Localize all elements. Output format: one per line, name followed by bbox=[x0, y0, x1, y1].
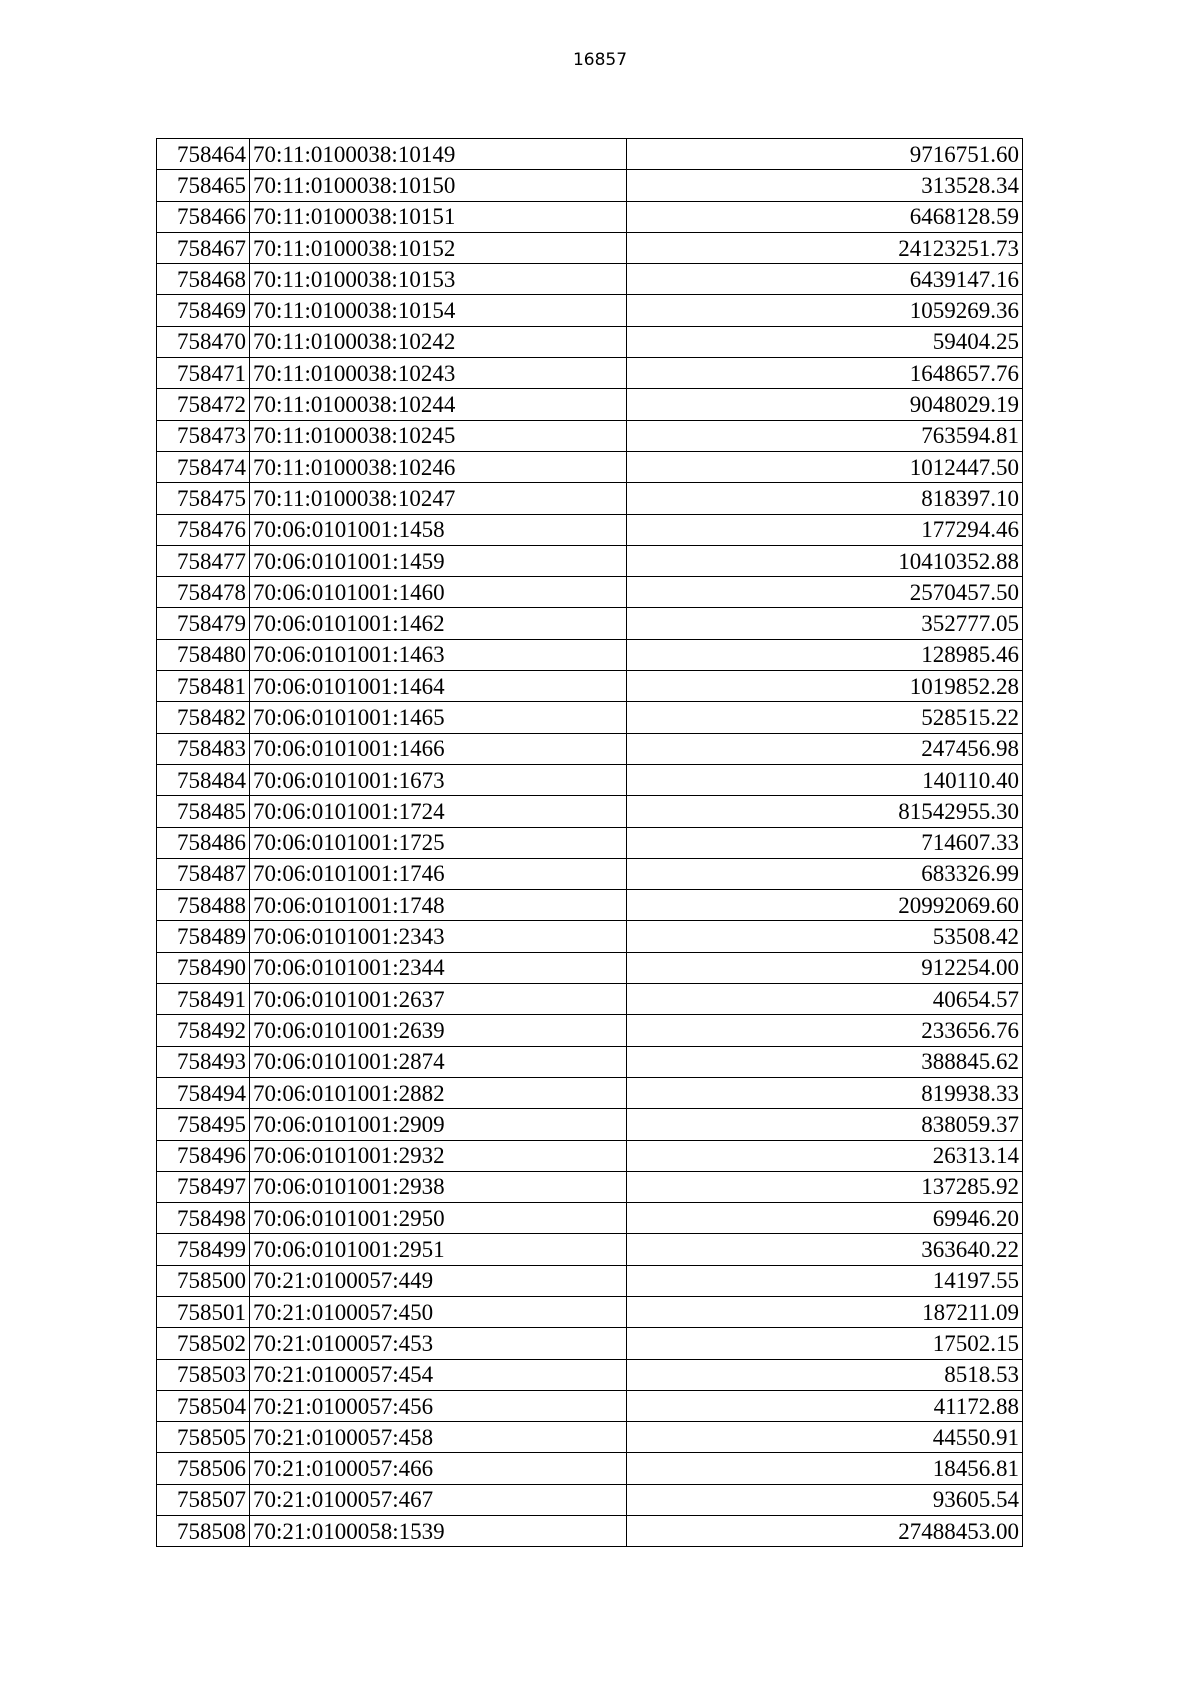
table-row bbox=[157, 1359, 1023, 1390]
row-number-cell: 758484 bbox=[157, 764, 250, 795]
row-number-cell: 758471 bbox=[157, 358, 250, 389]
table-row bbox=[157, 201, 1023, 232]
row-number-cell: 758465 bbox=[157, 170, 250, 201]
table-row bbox=[157, 1171, 1023, 1202]
value-cell: 912254.00 bbox=[627, 952, 1023, 983]
table-row bbox=[157, 1422, 1023, 1453]
table-row bbox=[157, 952, 1023, 983]
value-cell: 1648657.76 bbox=[627, 358, 1023, 389]
cadastral-number-cell: 70:06:0101001:2938 bbox=[250, 1171, 627, 1202]
value-cell: 247456.98 bbox=[627, 733, 1023, 764]
table-row bbox=[157, 733, 1023, 764]
table-row bbox=[157, 639, 1023, 670]
cadastral-number-cell: 70:21:0100057:450 bbox=[250, 1296, 627, 1327]
value-cell: 69946.20 bbox=[627, 1203, 1023, 1234]
cadastral-number-cell: 70:06:0101001:1458 bbox=[250, 514, 627, 545]
table-row bbox=[157, 264, 1023, 295]
row-number-cell: 758491 bbox=[157, 984, 250, 1015]
table-row bbox=[157, 1140, 1023, 1171]
cadastral-number-cell: 70:06:0101001:1673 bbox=[250, 764, 627, 795]
table-row bbox=[157, 827, 1023, 858]
row-number-cell: 758478 bbox=[157, 577, 250, 608]
cadastral-number-cell: 70:06:0101001:1463 bbox=[250, 639, 627, 670]
row-number-cell: 758479 bbox=[157, 608, 250, 639]
value-cell: 838059.37 bbox=[627, 1109, 1023, 1140]
cadastral-number-cell: 70:06:0101001:1460 bbox=[250, 577, 627, 608]
row-number-cell: 758493 bbox=[157, 1046, 250, 1077]
table-row bbox=[157, 702, 1023, 733]
row-number-cell: 758477 bbox=[157, 545, 250, 576]
value-cell: 819938.33 bbox=[627, 1077, 1023, 1108]
row-number-cell: 758494 bbox=[157, 1077, 250, 1108]
value-cell: 763594.81 bbox=[627, 420, 1023, 451]
table-row bbox=[157, 1390, 1023, 1421]
value-cell: 2570457.50 bbox=[627, 577, 1023, 608]
cadastral-number-cell: 70:11:0100038:10242 bbox=[250, 326, 627, 357]
value-cell: 388845.62 bbox=[627, 1046, 1023, 1077]
row-number-cell: 758508 bbox=[157, 1516, 250, 1547]
value-cell: 683326.99 bbox=[627, 858, 1023, 889]
table-row bbox=[157, 514, 1023, 545]
cadastral-number-cell: 70:21:0100057:467 bbox=[250, 1484, 627, 1515]
row-number-cell: 758496 bbox=[157, 1140, 250, 1171]
cadastral-number-cell: 70:11:0100038:10246 bbox=[250, 451, 627, 482]
table-row bbox=[157, 890, 1023, 921]
row-number-cell: 758492 bbox=[157, 1015, 250, 1046]
value-cell: 313528.34 bbox=[627, 170, 1023, 201]
row-number-cell: 758487 bbox=[157, 858, 250, 889]
cadastral-number-cell: 70:11:0100038:10151 bbox=[250, 201, 627, 232]
records-table bbox=[156, 138, 1023, 1547]
cadastral-number-cell: 70:06:0101001:2874 bbox=[250, 1046, 627, 1077]
value-cell: 1012447.50 bbox=[627, 451, 1023, 482]
row-number-cell: 758488 bbox=[157, 890, 250, 921]
row-number-cell: 758490 bbox=[157, 952, 250, 983]
table-row bbox=[157, 139, 1023, 170]
row-number-cell: 758466 bbox=[157, 201, 250, 232]
row-number-cell: 758472 bbox=[157, 389, 250, 420]
row-number-cell: 758473 bbox=[157, 420, 250, 451]
table-row bbox=[157, 326, 1023, 357]
cadastral-number-cell: 70:06:0101001:1459 bbox=[250, 545, 627, 576]
value-cell: 9716751.60 bbox=[627, 139, 1023, 170]
row-number-cell: 758507 bbox=[157, 1484, 250, 1515]
row-number-cell: 758498 bbox=[157, 1203, 250, 1234]
row-number-cell: 758476 bbox=[157, 514, 250, 545]
value-cell: 18456.81 bbox=[627, 1453, 1023, 1484]
value-cell: 27488453.00 bbox=[627, 1516, 1023, 1547]
table-row bbox=[157, 1234, 1023, 1265]
value-cell: 818397.10 bbox=[627, 483, 1023, 514]
row-number-cell: 758475 bbox=[157, 483, 250, 514]
value-cell: 363640.22 bbox=[627, 1234, 1023, 1265]
table-row bbox=[157, 232, 1023, 263]
cadastral-number-cell: 70:21:0100057:466 bbox=[250, 1453, 627, 1484]
table-row bbox=[157, 1109, 1023, 1140]
cadastral-number-cell: 70:06:0101001:1466 bbox=[250, 733, 627, 764]
page-number: 16857 bbox=[572, 50, 628, 70]
value-cell: 40654.57 bbox=[627, 984, 1023, 1015]
cadastral-number-cell: 70:06:0101001:2343 bbox=[250, 921, 627, 952]
value-cell: 140110.40 bbox=[627, 764, 1023, 795]
cadastral-number-cell: 70:06:0101001:1465 bbox=[250, 702, 627, 733]
row-number-cell: 758482 bbox=[157, 702, 250, 733]
row-number-cell: 758501 bbox=[157, 1296, 250, 1327]
cadastral-number-cell: 70:11:0100038:10154 bbox=[250, 295, 627, 326]
cadastral-number-cell: 70:06:0101001:2909 bbox=[250, 1109, 627, 1140]
row-number-cell: 758474 bbox=[157, 451, 250, 482]
value-cell: 24123251.73 bbox=[627, 232, 1023, 263]
value-cell: 81542955.30 bbox=[627, 796, 1023, 827]
value-cell: 177294.46 bbox=[627, 514, 1023, 545]
value-cell: 8518.53 bbox=[627, 1359, 1023, 1390]
table-row bbox=[157, 170, 1023, 201]
row-number-cell: 758497 bbox=[157, 1171, 250, 1202]
cadastral-number-cell: 70:06:0101001:2637 bbox=[250, 984, 627, 1015]
cadastral-number-cell: 70:11:0100038:10153 bbox=[250, 264, 627, 295]
table-row bbox=[157, 796, 1023, 827]
row-number-cell: 758504 bbox=[157, 1390, 250, 1421]
row-number-cell: 758485 bbox=[157, 796, 250, 827]
table-row bbox=[157, 984, 1023, 1015]
cadastral-number-cell: 70:06:0101001:1725 bbox=[250, 827, 627, 858]
cadastral-number-cell: 70:21:0100057:458 bbox=[250, 1422, 627, 1453]
row-number-cell: 758469 bbox=[157, 295, 250, 326]
value-cell: 53508.42 bbox=[627, 921, 1023, 952]
value-cell: 41172.88 bbox=[627, 1390, 1023, 1421]
table-row bbox=[157, 420, 1023, 451]
table-row bbox=[157, 1328, 1023, 1359]
value-cell: 1059269.36 bbox=[627, 295, 1023, 326]
cadastral-number-cell: 70:06:0101001:1462 bbox=[250, 608, 627, 639]
value-cell: 352777.05 bbox=[627, 608, 1023, 639]
cadastral-number-cell: 70:11:0100038:10152 bbox=[250, 232, 627, 263]
table-row bbox=[157, 1296, 1023, 1327]
cadastral-number-cell: 70:06:0101001:1464 bbox=[250, 671, 627, 702]
cadastral-number-cell: 70:11:0100038:10244 bbox=[250, 389, 627, 420]
row-number-cell: 758464 bbox=[157, 139, 250, 170]
table-row bbox=[157, 1265, 1023, 1296]
table-row bbox=[157, 1046, 1023, 1077]
row-number-cell: 758502 bbox=[157, 1328, 250, 1359]
table-row bbox=[157, 671, 1023, 702]
row-number-cell: 758503 bbox=[157, 1359, 250, 1390]
table-row bbox=[157, 608, 1023, 639]
value-cell: 128985.46 bbox=[627, 639, 1023, 670]
cadastral-number-cell: 70:06:0101001:2950 bbox=[250, 1203, 627, 1234]
cadastral-number-cell: 70:06:0101001:2882 bbox=[250, 1077, 627, 1108]
table-row bbox=[157, 764, 1023, 795]
row-number-cell: 758470 bbox=[157, 326, 250, 357]
row-number-cell: 758506 bbox=[157, 1453, 250, 1484]
table-row bbox=[157, 858, 1023, 889]
table-row bbox=[157, 1077, 1023, 1108]
cadastral-number-cell: 70:06:0101001:2951 bbox=[250, 1234, 627, 1265]
cadastral-number-cell: 70:06:0101001:2932 bbox=[250, 1140, 627, 1171]
row-number-cell: 758468 bbox=[157, 264, 250, 295]
row-number-cell: 758505 bbox=[157, 1422, 250, 1453]
value-cell: 528515.22 bbox=[627, 702, 1023, 733]
value-cell: 44550.91 bbox=[627, 1422, 1023, 1453]
value-cell: 6468128.59 bbox=[627, 201, 1023, 232]
cadastral-number-cell: 70:06:0101001:1748 bbox=[250, 890, 627, 921]
cadastral-number-cell: 70:06:0101001:1724 bbox=[250, 796, 627, 827]
cadastral-number-cell: 70:21:0100057:454 bbox=[250, 1359, 627, 1390]
value-cell: 20992069.60 bbox=[627, 890, 1023, 921]
value-cell: 59404.25 bbox=[627, 326, 1023, 357]
value-cell: 26313.14 bbox=[627, 1140, 1023, 1171]
table-row bbox=[157, 1484, 1023, 1515]
cadastral-number-cell: 70:21:0100057:453 bbox=[250, 1328, 627, 1359]
row-number-cell: 758500 bbox=[157, 1265, 250, 1296]
row-number-cell: 758499 bbox=[157, 1234, 250, 1265]
table-row bbox=[157, 921, 1023, 952]
cadastral-number-cell: 70:21:0100057:449 bbox=[250, 1265, 627, 1296]
value-cell: 233656.76 bbox=[627, 1015, 1023, 1046]
value-cell: 17502.15 bbox=[627, 1328, 1023, 1359]
cadastral-number-cell: 70:06:0101001:2344 bbox=[250, 952, 627, 983]
table-row bbox=[157, 295, 1023, 326]
cadastral-number-cell: 70:06:0101001:2639 bbox=[250, 1015, 627, 1046]
value-cell: 187211.09 bbox=[627, 1296, 1023, 1327]
value-cell: 10410352.88 bbox=[627, 545, 1023, 576]
value-cell: 93605.54 bbox=[627, 1484, 1023, 1515]
cadastral-number-cell: 70:21:0100057:456 bbox=[250, 1390, 627, 1421]
table-row bbox=[157, 1516, 1023, 1547]
cadastral-number-cell: 70:21:0100058:1539 bbox=[250, 1516, 627, 1547]
cadastral-number-cell: 70:11:0100038:10245 bbox=[250, 420, 627, 451]
row-number-cell: 758467 bbox=[157, 232, 250, 263]
table-row bbox=[157, 577, 1023, 608]
cadastral-number-cell: 70:11:0100038:10247 bbox=[250, 483, 627, 514]
table-row bbox=[157, 451, 1023, 482]
table-row bbox=[157, 358, 1023, 389]
table-row bbox=[157, 1203, 1023, 1234]
table-row bbox=[157, 1453, 1023, 1484]
cadastral-number-cell: 70:11:0100038:10149 bbox=[250, 139, 627, 170]
cadastral-number-cell: 70:11:0100038:10243 bbox=[250, 358, 627, 389]
table-row bbox=[157, 483, 1023, 514]
row-number-cell: 758483 bbox=[157, 733, 250, 764]
table-row bbox=[157, 545, 1023, 576]
row-number-cell: 758489 bbox=[157, 921, 250, 952]
row-number-cell: 758481 bbox=[157, 671, 250, 702]
row-number-cell: 758480 bbox=[157, 639, 250, 670]
row-number-cell: 758486 bbox=[157, 827, 250, 858]
cadastral-number-cell: 70:06:0101001:1746 bbox=[250, 858, 627, 889]
value-cell: 1019852.28 bbox=[627, 671, 1023, 702]
value-cell: 6439147.16 bbox=[627, 264, 1023, 295]
records-table-body bbox=[157, 139, 1023, 1547]
value-cell: 137285.92 bbox=[627, 1171, 1023, 1202]
row-number-cell: 758495 bbox=[157, 1109, 250, 1140]
table-row bbox=[157, 389, 1023, 420]
value-cell: 714607.33 bbox=[627, 827, 1023, 858]
cadastral-number-cell: 70:11:0100038:10150 bbox=[250, 170, 627, 201]
table-row bbox=[157, 1015, 1023, 1046]
value-cell: 14197.55 bbox=[627, 1265, 1023, 1296]
value-cell: 9048029.19 bbox=[627, 389, 1023, 420]
